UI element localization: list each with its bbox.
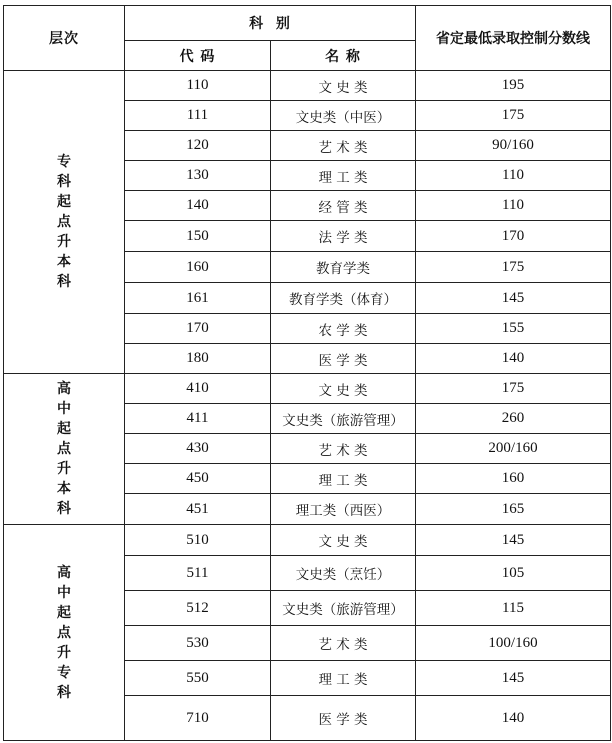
level-char: 点: [57, 441, 71, 457]
name-cell: 艺 术 类: [271, 434, 416, 464]
score-cell: 100/160: [416, 626, 611, 661]
name-cell: 法 学 类: [271, 221, 416, 252]
score-cell: 175: [416, 252, 611, 283]
code-cell: 512: [125, 591, 271, 626]
score-cell: 165: [416, 494, 611, 525]
score-cell: 155: [416, 314, 611, 344]
level-cell: [4, 71, 125, 374]
code-cell: 170: [125, 314, 271, 344]
header-code: 代 码: [125, 41, 271, 71]
code-cell: 160: [125, 252, 271, 283]
code-cell: 450: [125, 464, 271, 494]
code-cell: 161: [125, 283, 271, 314]
name-cell: 艺 术 类: [271, 626, 416, 661]
score-cell: 110: [416, 191, 611, 221]
name-cell: 艺 术 类: [271, 131, 416, 161]
score-cell: 115: [416, 591, 611, 626]
name-cell: 文史类（中医）: [271, 101, 416, 131]
header-min-score: 省定最低录取控制分数线: [416, 6, 611, 71]
code-cell: 451: [125, 494, 271, 525]
table-row: [4, 525, 611, 556]
name-cell: 医 学 类: [271, 696, 416, 741]
name-cell: 文 史 类: [271, 71, 416, 101]
table-row: [4, 374, 611, 404]
score-cell: 145: [416, 283, 611, 314]
level-char: 高: [57, 564, 71, 581]
score-cell: 140: [416, 344, 611, 374]
level-char: 科: [57, 274, 71, 290]
score-cell: 200/160: [416, 434, 611, 464]
code-cell: 150: [125, 221, 271, 252]
code-cell: 180: [125, 344, 271, 374]
table-row: [4, 71, 611, 101]
code-cell: 110: [125, 71, 271, 101]
score-cell: 175: [416, 374, 611, 404]
score-cell: 90/160: [416, 131, 611, 161]
code-cell: 430: [125, 434, 271, 464]
code-cell: 111: [125, 101, 271, 131]
name-cell: 农 学 类: [271, 314, 416, 344]
code-cell: 410: [125, 374, 271, 404]
score-cell: 145: [416, 661, 611, 696]
score-cell: 160: [416, 464, 611, 494]
name-cell: 文 史 类: [271, 525, 416, 556]
code-cell: 510: [125, 525, 271, 556]
header-subject: 科 别: [125, 6, 416, 41]
level-char: 起: [57, 194, 71, 210]
header-name: 名 称: [271, 41, 416, 71]
name-cell: 文史类（旅游管理）: [271, 404, 416, 434]
level-char: 科: [57, 174, 71, 190]
name-cell: 文史类（旅游管理）: [271, 591, 416, 626]
code-cell: 710: [125, 696, 271, 741]
level-char: 起: [57, 604, 71, 621]
code-cell: 130: [125, 161, 271, 191]
score-cell: 170: [416, 221, 611, 252]
name-cell: 理 工 类: [271, 661, 416, 696]
level-char: 升: [57, 461, 71, 477]
code-cell: 511: [125, 556, 271, 591]
level-char: 科: [57, 501, 71, 517]
level-char: 专: [57, 664, 71, 681]
name-cell: 理 工 类: [271, 464, 416, 494]
code-cell: 120: [125, 131, 271, 161]
score-cell: 105: [416, 556, 611, 591]
code-cell: 411: [125, 404, 271, 434]
level-char: 高: [57, 381, 71, 397]
code-cell: 550: [125, 661, 271, 696]
level-cell: [4, 374, 125, 525]
code-cell: 140: [125, 191, 271, 221]
level-char: 起: [57, 421, 71, 437]
level-char: 科: [57, 684, 71, 701]
score-cell: 110: [416, 161, 611, 191]
score-cell: 195: [416, 71, 611, 101]
level-cell: [4, 525, 125, 741]
level-char: 专: [57, 154, 71, 170]
name-cell: 文 史 类: [271, 374, 416, 404]
name-cell: 教育学类: [271, 252, 416, 283]
level-char: 点: [57, 214, 71, 230]
name-cell: 文史类（烹饪）: [271, 556, 416, 591]
level-char: 本: [57, 254, 71, 270]
score-cell: 145: [416, 525, 611, 556]
header-level: 层次: [4, 6, 125, 71]
name-cell: 理工类（西医）: [271, 494, 416, 525]
level-char: 本: [57, 481, 71, 497]
code-cell: 530: [125, 626, 271, 661]
name-cell: 经 管 类: [271, 191, 416, 221]
level-char: 升: [57, 644, 71, 661]
score-cell: 175: [416, 101, 611, 131]
name-cell: 理 工 类: [271, 161, 416, 191]
level-char: 中: [57, 401, 71, 417]
score-cell: 260: [416, 404, 611, 434]
name-cell: 教育学类（体育）: [271, 283, 416, 314]
level-char: 升: [57, 234, 71, 250]
level-char: 点: [57, 624, 71, 641]
admission-score-table: [3, 5, 611, 741]
name-cell: 医 学 类: [271, 344, 416, 374]
score-cell: 140: [416, 696, 611, 741]
level-char: 中: [57, 584, 71, 601]
